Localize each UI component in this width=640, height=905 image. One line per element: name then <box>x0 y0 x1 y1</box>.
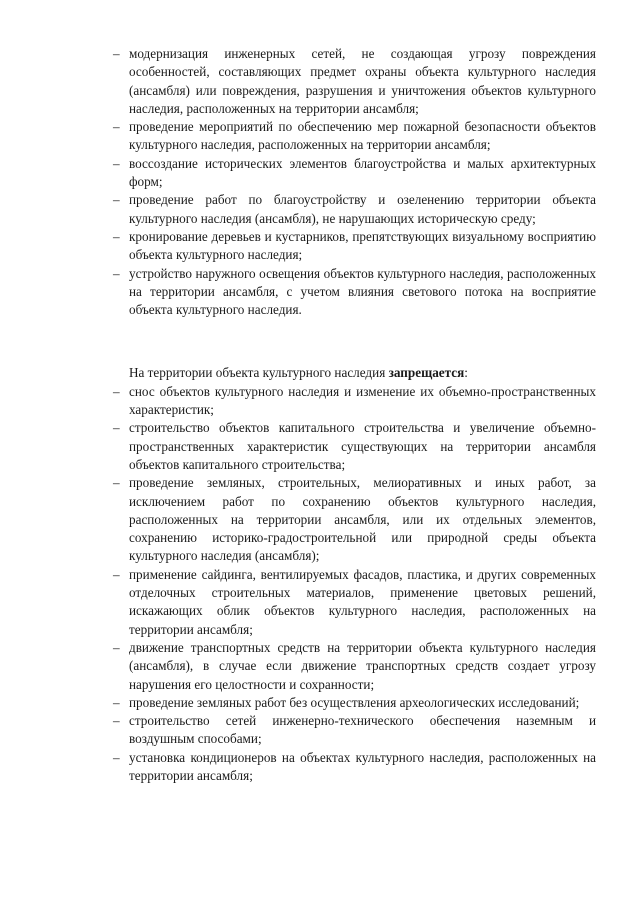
dash-bullet: – <box>113 566 120 582</box>
list-item <box>113 191 596 228</box>
dash-bullet: – <box>113 475 120 491</box>
list-item-text: модернизация инженерных сетей, не создающая угрозу повреждения особенностей, составляющих предмет охраны объекта культурного наследия (ансамбля) или повреждения, разрушения и уничтожения объектов культурного наследия, расположенных на территории ансамбля; <box>129 46 596 116</box>
paragraph-gap <box>113 319 596 364</box>
list-item-text: строительство объектов капитального строительства и увеличение объемно-пространственных характеристик существующих на территории ансамбля объектов капитального строительства; <box>129 420 596 472</box>
list-item-text: проведение работ по благоустройству и озеленению территории объекта культурного наследия (ансамбля), не нарушающих историческую среду; <box>129 192 596 226</box>
dash-bullet: – <box>113 155 120 171</box>
intro-suffix: : <box>464 365 468 381</box>
list-item-text: движение транспортных средств на территории объекта культурного наследия (ансамбля), в случае если движение транспортных средств создает угрозу нарушения его целостности и сохранности; <box>129 639 596 692</box>
list-item-text: снос объектов культурного наследия и изменение их объемно-пространственных характеристик; <box>129 383 596 418</box>
list-item <box>113 694 596 712</box>
intro-bold-word: запрещается <box>388 365 465 381</box>
list-item <box>113 712 596 749</box>
dash-bullet: – <box>113 694 120 710</box>
list-item <box>113 566 596 639</box>
dash-bullet: – <box>113 639 120 655</box>
list-item-text: проведение мероприятий по обеспечению мер пожарной безопасности объектов культурного наследия, расположенных на территории ансамбля; <box>129 119 596 153</box>
dash-bullet: – <box>113 383 120 399</box>
list-item <box>113 639 596 694</box>
list-item <box>113 118 596 155</box>
dash-bullet: – <box>113 749 120 765</box>
prohibitions-intro <box>113 364 596 382</box>
prohibited-works-list <box>113 383 596 786</box>
dash-bullet: – <box>113 46 120 61</box>
list-item-text: устройство наружного освещения объектов культурного наследия, расположенных на территории ансамбля, с учетом влияния светового потока на восприятие объекта культурного наследия. <box>129 265 596 318</box>
dash-bullet: – <box>113 265 120 281</box>
dash-bullet: – <box>113 228 120 244</box>
list-item <box>113 228 596 265</box>
dash-bullet: – <box>113 192 120 208</box>
list-item <box>113 474 596 565</box>
dash-bullet: – <box>113 420 120 436</box>
list-item <box>113 749 596 786</box>
list-item <box>113 155 596 192</box>
list-item <box>113 265 596 320</box>
list-item-text: кронирование деревьев и кустарников, препятствующих визуальному восприятию объекта культурного наследия; <box>129 228 596 263</box>
list-item-text: установка кондиционеров на объектах культурного наследия, расположенных на территории ансамбля; <box>129 749 596 783</box>
list-item-text: проведение земляных работ без осуществления археологических исследований; <box>129 694 580 710</box>
dash-bullet: – <box>113 119 120 135</box>
allowed-works-list <box>113 45 596 319</box>
document-page <box>113 45 596 785</box>
list-item-text: строительство сетей инженерно-технического обеспечения наземным и воздушным способами; <box>129 713 596 747</box>
list-item-text: воссоздание исторических элементов благоустройства и малых архитектурных форм; <box>129 155 596 190</box>
list-item <box>113 383 596 420</box>
list-item-text: применение сайдинга, вентилируемых фасадов, пластика, и других современных отделочных строительных материалов, применение цветовых решений, искажающих облик объектов культурного наследия, расположенных на территории ансамбля; <box>129 566 596 637</box>
list-item <box>113 45 596 118</box>
dash-bullet: – <box>113 713 120 729</box>
intro-prefix: На территории объекта культурного наследия <box>129 365 389 381</box>
list-item <box>113 419 596 474</box>
list-item-text: проведение земляных, строительных, мелиоративных и иных работ, за исключением работ по сохранению объектов культурного наследия, расположенных на территории ансамбля, или их отдельных элементов, сохранению историко-градостроительной или природной среды объекта культурного наследия (ансамбля); <box>129 475 596 564</box>
